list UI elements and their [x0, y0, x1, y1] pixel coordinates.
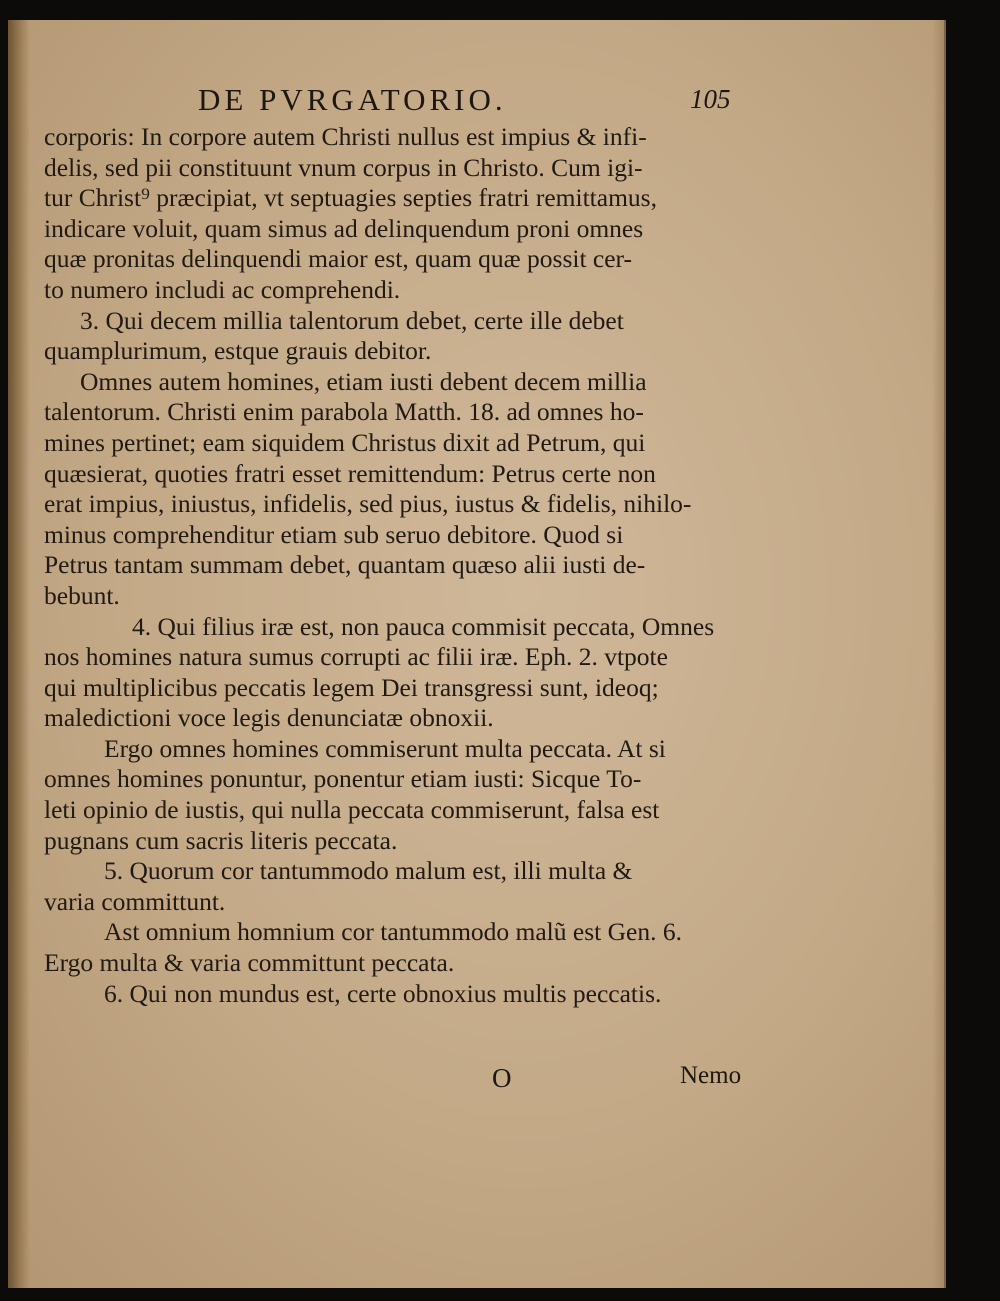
text-line: varia committunt.	[44, 886, 226, 916]
text-line: pugnans cum sacris literis peccata.	[44, 825, 398, 855]
text-line: omnes homines ponuntur, ponentur etiam iusti: Sicque To-	[44, 764, 642, 794]
text-line: mines pertinet; eam siquidem Christus dixit ad Petrum, qui	[44, 427, 646, 457]
page-header	[8, 78, 944, 118]
text-line: quæsierat, quoties fratri esset remittendum: Petrus certe non	[44, 458, 656, 488]
book-page	[8, 20, 946, 1288]
text-line: to numero includi ac comprehendi.	[44, 274, 401, 304]
page-gutter	[8, 20, 30, 1288]
text-line: quamplurimum, estque grauis debitor.	[44, 336, 432, 366]
text-line: talentorum. Christi enim parabola Matth. 18. ad omnes ho-	[44, 397, 644, 427]
text-line: erat impius, iniustus, infidelis, sed pius, iustus & fidelis, nihilo-	[44, 489, 692, 519]
text-line: qui multiplicibus peccatis legem Dei transgressi sunt, ideoq;	[44, 672, 659, 702]
page-edge	[932, 20, 944, 1288]
running-head: DE PVRGATORIO.	[198, 82, 507, 117]
text-line: tur Christ⁹ præcipiat, vt septuagies septies fratri remittamus,	[44, 183, 657, 213]
text-line: 4. Qui filius iræ est, non pauca commisit peccata, Omnes	[132, 611, 715, 641]
text-line: 5. Quorum cor tantummodo malum est, illi multa &	[104, 856, 633, 886]
text-line: bebunt.	[44, 580, 120, 610]
text-line: 6. Qui non mundus est, certe obnoxius multis peccatis.	[104, 978, 662, 1008]
catchword: Nemo	[680, 1062, 742, 1089]
text-line: corporis: In corpore autem Christi nullus est impius & infi-	[44, 122, 647, 151]
text-line: quæ pronitas delinquendi maior est, quam quæ possit cer-	[44, 244, 633, 274]
text-line: 3. Qui decem millia talentorum debet, certe ille debet	[80, 305, 624, 335]
text-line: leti opinio de iustis, qui nulla peccata commiserunt, falsa est	[44, 795, 660, 825]
text-line: delis, sed pii constituunt vnum corpus in Christo. Cum igi-	[44, 152, 643, 182]
text-line: indicare voluit, quam simus ad delinquendum proni omnes	[44, 213, 644, 243]
body-text	[44, 122, 764, 1009]
text-line: nos homines natura sumus corrupti ac filii iræ. Eph. 2. vtpote	[44, 642, 668, 672]
text-line: maledictioni voce legis denunciatæ obnoxii.	[44, 703, 494, 733]
signature-mark: O	[492, 1063, 512, 1093]
text-line: Ast omnium homnium cor tantummodo malũ est Gen. 6.	[104, 917, 682, 947]
text-line: Ergo omnes homines commiserunt multa peccata. At si	[104, 733, 666, 763]
text-line: minus comprehenditur etiam sub seruo debitore. Quod si	[44, 519, 624, 549]
page-number: 105	[690, 84, 731, 114]
text-line: Petrus tantam summam debet, quantam quæso alii iusti de-	[44, 550, 646, 580]
text-line: Ergo multa & varia committunt peccata.	[44, 948, 455, 978]
text-line: Omnes autem homines, etiam iusti debent decem millia	[80, 366, 647, 396]
